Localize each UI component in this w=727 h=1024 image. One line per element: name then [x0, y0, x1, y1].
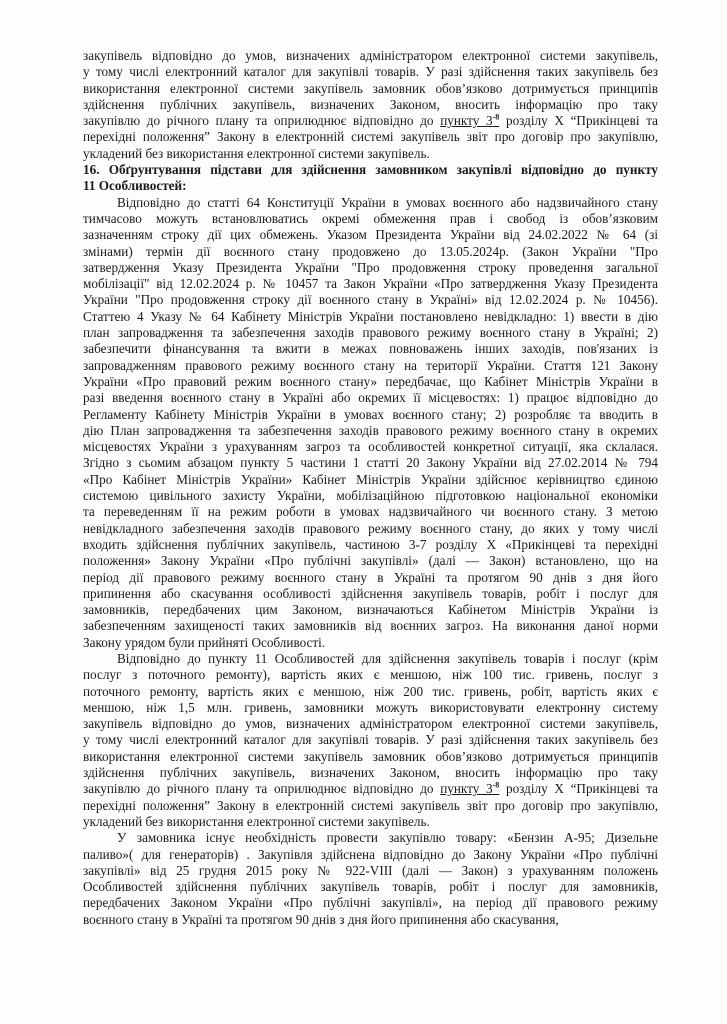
paragraph [83, 651, 658, 830]
text-segment: розділу X “Прикінцеві та [499, 781, 659, 797]
text-line: У замовника існує необхідність провести закупівлю товару: «Бензин А-95; Дизельне [117, 830, 658, 846]
text-line: план запровадження та забезпечення заходів правового режиму воєнного стану в Україні; 2) [83, 325, 658, 341]
text-line: використання електронної системи закупівель замовник обов’язково дотримується принципів [83, 80, 658, 96]
superscript: -8 [492, 780, 500, 790]
text-line: перехідні положення” Закону в електронній системі закупівель звіт про договір про закупівлю, [83, 129, 658, 145]
law-reference-link[interactable] [440, 113, 499, 128]
text-line: Статтею 4 Указу № 64 Кабінету Міністрів України постановлено невідкладно: 1) ввести в дію [83, 308, 658, 324]
text-line: укладений без використання електронної системи закупівель. [83, 145, 430, 161]
text-line: місцевостях України з урахуванням загроз та особливостей конкретної ситуації, яка склалася. [83, 439, 658, 455]
text-line: закупівель відповідно до умов, визначених адміністратором електронної системи закупівель, [83, 716, 658, 732]
text-line: послуг з поточного ремонту), вартість яких є меншою, ніж 100 тис. гривень, послуг з [83, 667, 658, 683]
text-line: Регламенту Кабінету Міністрів України в умовах воєнного стану; 2) розробляє та вводить в [83, 406, 658, 422]
text-line: положення» Закону України «Про публічні закупівлі» (далі — Закон) встановлено, що на [83, 553, 658, 569]
text-line: здійснення публічних закупівель, визначених Законом, вносить інформацію про таку [83, 96, 658, 112]
text-line: невідкладного забезпечення заходів правового режиму воєнного стану, до яких у тому числі [83, 520, 658, 536]
superscript: -8 [492, 112, 500, 122]
text-line: 16. Обґрунтування підстави для здійснення замовником закупівлі відповідно до пункту [83, 162, 658, 178]
text-line: України «Про правовий режим воєнного стану» передбачає, що Кабінет Міністрів України в [83, 373, 658, 389]
text-line: Закону урядом були прийняті Особливості. [83, 634, 326, 650]
text-line: у тому числі електронний каталог для закупівлі товарів. У разі здійснення таких закупівель без [83, 732, 658, 748]
text-line: входить здійснення публічних закупівель, частиною 3-7 розділу X «Прикінцеві та перехідні [83, 536, 658, 552]
paragraph [83, 48, 658, 162]
text-line: перехідні положення” Закону в електронній системі закупівель звіт про договір про закупівлю, [83, 797, 658, 813]
text-line: закупівель відповідно до умов, визначених адміністратором електронної системи закупівель, [83, 48, 658, 63]
text-line: затвердження Указу Президента України "Про продовження строку проведення загальної [83, 259, 658, 275]
text-line: меншою, ніж 1,5 млн. гривень, замовники можуть використовувати електронну систему [83, 699, 658, 715]
link-text: пункту 3 [440, 113, 493, 129]
text-line: Відповідно до пункту 11 Особливостей для здійснення закупівель товарів і послуг (крім [117, 650, 658, 666]
text-line: Згідно з сьомим абзацом пункту 5 частини 1 статті 20 Закону України від 27.02.2014 № 794 [83, 455, 658, 471]
text-line: у тому числі електронний каталог для закупівлі товарів. У разі здійснення таких закупівель без [83, 64, 658, 80]
text-line: забезпеченням захищеності таких замовників від воєнних загроз. На виконання даної норми [83, 618, 658, 634]
text-line: України "Про продовження строку дії воєнного стану в Україні» від 12.02.2024 р. № 10456). [83, 292, 658, 308]
paragraph [83, 830, 658, 928]
text-line: воєнного стану в Україні та протягом 90 днів з дня його припинення або скасування, [83, 911, 559, 927]
text-line: використання електронної системи закупівель замовник обов’язково дотримується принципів [83, 748, 658, 764]
text-line: 11 Особливостей: [83, 178, 187, 194]
text-line: системою цивільного захисту України, мобілізаційною підготовкою національної економіки [83, 488, 658, 504]
text-segment: закупівлю до річного плану та оприлюднює відповідно до [83, 781, 441, 797]
link-text: пункту 3 [440, 781, 493, 797]
text-line: та переведенням її на режим роботи в умовах надзвичайного чи воєнного стану. З метою [83, 504, 658, 520]
text-line: паливо»( для генераторів) . Закупівля здійснена відповідно до Закону України «Про публічні [83, 846, 658, 862]
document-body [83, 48, 658, 928]
text-line: укладений без використання електронної системи закупівель. [83, 813, 430, 829]
text-line: припинення або скасування особливості здійснення закупівель товарів, робіт і послуг для [83, 585, 658, 601]
text-line: тимчасово можуть встановлюватись окремі обмеження прав і свобод із обов’язковим [83, 210, 658, 226]
text-line: період дії правового режиму воєнного стану в Україні та протягом 90 днів з дня його [83, 569, 658, 585]
text-line: Відповідно до статті 64 Конституції України в умовах воєнного або надзвичайного стану [117, 194, 658, 210]
text-line: замовників, передбачених цим Законом, визначаються Кабінетом Міністрів України із [83, 602, 658, 618]
text-line: разі введення воєнного стану в Україні або окремих її місцевостях: 1) працює відповідно до [83, 390, 658, 406]
text-line: запровадженням правового режиму воєнного стану на території України. Стаття 121 Закону [83, 357, 658, 373]
text-line: передбачених Законом України «Про публічні закупівлі», на період дії правового режиму [83, 895, 658, 911]
text-segment: закупівлю до річного плану та оприлюднює відповідно до [83, 113, 441, 129]
text-line [83, 113, 658, 129]
text-line: змінами) термін дії воєнного стану продовжено до 13.05.2024р. (Закон України "Про [83, 243, 658, 259]
text-segment: розділу X “Прикінцеві та [499, 113, 659, 129]
text-line: Особливостей здійснення публічних закупівель товарів, робіт і послуг для замовників, [83, 879, 658, 895]
text-line [83, 781, 658, 797]
text-line: закупівлі» від 25 грудня 2015 року № 922-VIII (далі — Закон) з урахуванням положень [83, 862, 658, 878]
text-line: поточного ремонту, вартість яких є меншою, ніж 200 тис. гривень, робіт, вартість яких є [83, 683, 658, 699]
paragraph [83, 195, 658, 651]
text-line: «Про Кабінет Міністрів України» Кабінет Міністрів України здійснює керівництво єдиною [83, 471, 658, 487]
law-reference-link[interactable] [440, 781, 499, 796]
text-line: забезпечити фінансування та вжити в межах повноважень інших заходів, пов'язаних із [83, 341, 658, 357]
text-line: зазначенням строку дії цих обмежень. Указом Президента України від 24.02.2022 № 64 (зі [83, 227, 658, 243]
section-heading [83, 162, 658, 195]
text-line: здійснення публічних закупівель, визначених Законом, вносить інформацію про таку [83, 765, 658, 781]
text-line: дію План запровадження та забезпечення заходів правового режиму воєнного стану в окремих [83, 422, 658, 438]
text-line: мобілізації" від 12.02.2024 р. № 10457 та Закон України «Про затвердження Указу Президента [83, 276, 658, 292]
